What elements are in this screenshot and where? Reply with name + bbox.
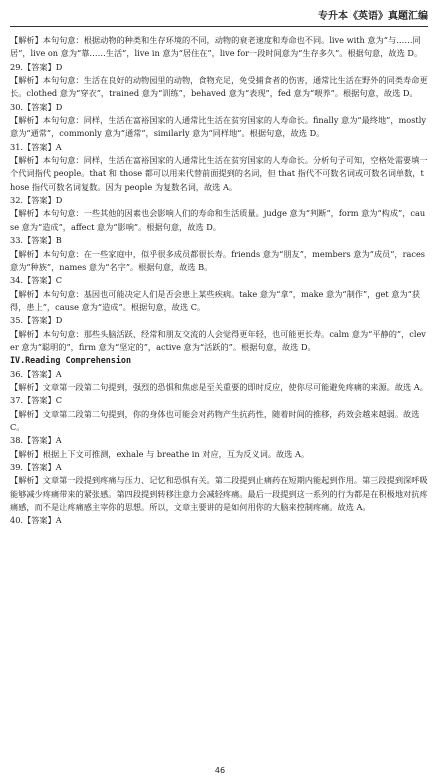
- answer-line: 39.【答案】A: [10, 462, 62, 472]
- answer-line: 38.【答案】A: [10, 435, 62, 446]
- explanation-paragraph: 【解析】本句句意：同样，生活在富裕国家的人通常比生活在贫穷国家的人寿命长。分析句子可知，空格处需要填一个代词指代 people。that 和 those 都可以用来代替前面提到的名词，但 that 指代不可数名词或可数名词单数，those 指代可数名词复数。因为 people 为复数名词，故选 A。: [10, 155, 428, 192]
- answer-line: 30.【答案】D: [10, 101, 63, 112]
- page-number: 46: [214, 766, 226, 775]
- explanation-paragraph: 【解析】文章第一段第二句提到，强烈的恐惧和焦虑是至关重要的即时反应，使你尽可能避免疼痛的来源。故选 A。: [10, 381, 428, 392]
- answer-line: 32.【答案】D: [10, 195, 63, 206]
- answer-line: 29.【答案】D: [10, 61, 63, 72]
- explanation-paragraph: 【解析】本句句意：生活在良好的动物园里的动物，食物充足，免受捕食者的伤害，通常比生活在野外的同类寿命更长。clothed 意为“穿衣”，trained 意为“训练”，behaved 意为“表现”，fed 意为“喂养”。根据句意，故选 D。: [10, 75, 428, 99]
- answer-line: 33.【答案】B: [10, 235, 62, 246]
- answer-line: 40.【答案】A: [10, 515, 62, 526]
- header-title: 专升本《英语》真题汇编: [318, 11, 428, 22]
- section-heading: IV.Reading Comprehension: [10, 355, 132, 366]
- answer-line: 34.【答案】C: [10, 275, 63, 286]
- explanation-paragraph: 【解析】本句句意：一些其他的因素也会影响人们的寿命和生活质量。judge 意为“判断”，form 意为“构成”，cause 意为“造成”，affect 意为“影响”。根据句意，故选 D。: [10, 208, 426, 232]
- explanation-paragraph: 【解析】本句句意：那些头脑活跃、经常和朋友交流的人会觉得更年轻，也可能更长寿。calm 意为“平静的”，clever 意为“聪明的”，firm 意为“坚定的”，active 意为“活跃的”。根据句意，故选 D。: [10, 328, 426, 352]
- answer-line: 35.【答案】D: [10, 315, 63, 326]
- explanation-paragraph: 【解析】本句句意：同样，生活在富裕国家的人通常比生活在贫穷国家的人寿命长。finally 意为“最终地”，mostly 意为“通常”，commonly 意为“通常”，similarly 意为“同样地”。根据句意，故选 D。: [10, 115, 426, 139]
- page-footer: [0, 766, 440, 775]
- explanation-paragraph: 【解析】本句句意：在一些家庭中，似乎很多成员都很长寿。friends 意为“朋友”，members 意为“成员”，races 意为“种族”，names 意为“名字”。根据句意，故选 B。: [10, 248, 426, 272]
- answer-line: 37.【答案】C: [10, 395, 63, 406]
- answer-line: 31.【答案】A: [10, 141, 62, 152]
- explanation-paragraph: 【解析】本句句意：基因也可能决定人们是否会患上某些疾病。take 意为“拿”，make 意为“制作”，get 意为“获得，患上”，cause 意为“造成”。根据句意，故选 C。: [10, 288, 421, 312]
- explanation-paragraph: 【解析】文章第二段第二句提到，你的身体也可能会对药物产生抗药性，随着时间的推移，药效会越来越弱。故选 C。: [10, 408, 420, 432]
- explanation-paragraph: 【解析】本句句意：根据动物的种类和生存环境的不同，动物的衰老速度和寿命也不同。live with 意为“与……同居”，live on 意为“靠……生活”，live in 意为“居住在”，live for一段时间意为“生存多久”。根据句意，故选 D。: [10, 35, 423, 59]
- explanation-paragraph: 【解析】文章第一段提到疼痛与压力、记忆和恐惧有关。第二段提到止痛药在短期内能起到作用。第三段提到深呼吸能够减少疼痛带来的紧张感。第四段提到转移注意力会减轻疼痛。最后一段提到这一系列的行为都是在积极地对抗疼痛感，而不是让疼痛感主宰你的思想。所以，文章主要讲的是如何用你的大脑来控制疼痛。故选 A。: [10, 475, 428, 513]
- answer-line: 36.【答案】A: [10, 368, 62, 379]
- explanation-paragraph: 【解析】根据上下文可推测，exhale 与 breathe in 对应，互为反义词。故选 A。: [10, 448, 310, 459]
- document-body: [10, 34, 428, 528]
- page-header: [10, 8, 428, 27]
